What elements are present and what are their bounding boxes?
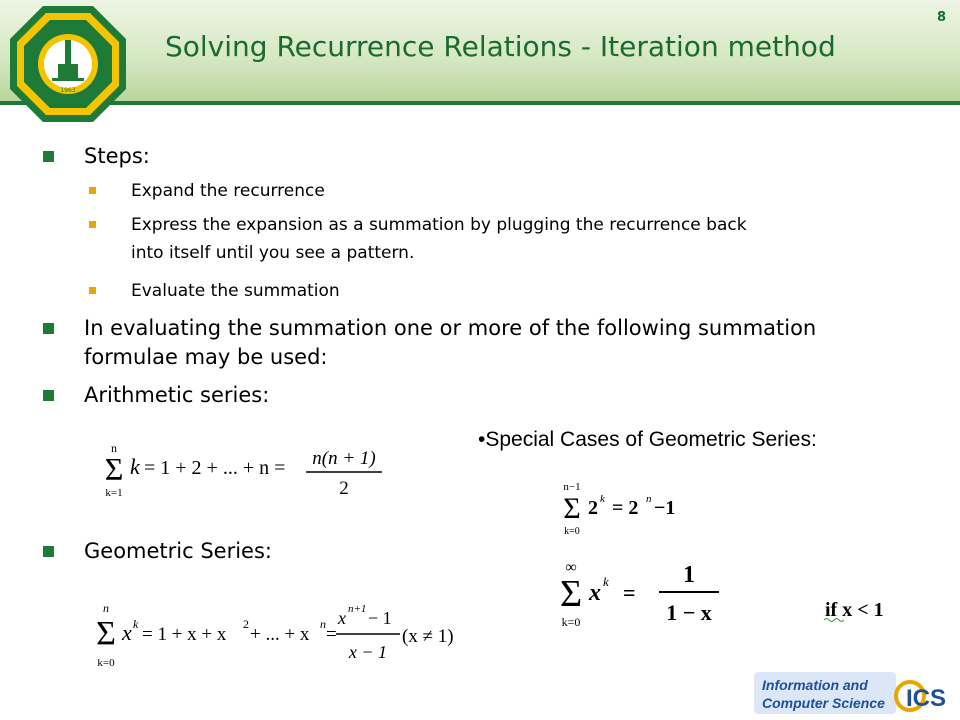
special-cases-heading: •Special Cases of Geometric Series: bbox=[478, 428, 817, 451]
sigma-symbol: Σ bbox=[96, 615, 116, 652]
geo-condition: (x ≠ 1) bbox=[402, 626, 454, 647]
logo-year: 1963 bbox=[60, 87, 76, 94]
special1-rhs-base: = 2 bbox=[612, 497, 639, 519]
geo-rhs-expn: n bbox=[320, 617, 326, 631]
sub-bullet-marker bbox=[89, 287, 96, 294]
geometric-heading: Geometric Series: bbox=[84, 539, 272, 563]
sigma-symbol: Σ bbox=[563, 492, 581, 525]
sum-term: x bbox=[122, 620, 132, 645]
sum-upper: n−1 bbox=[563, 481, 581, 493]
arithmetic-formula bbox=[98, 440, 398, 506]
special1-rhs-exp: n bbox=[646, 493, 652, 505]
sum-term: x bbox=[589, 580, 601, 606]
special-formula-1 bbox=[556, 480, 706, 540]
sum-upper: ∞ bbox=[565, 559, 577, 576]
sigma-symbol: Σ bbox=[559, 573, 583, 615]
sub-bullet-marker bbox=[89, 187, 96, 194]
sum-term: 2 bbox=[588, 497, 598, 519]
geo-rhs-exp2: 2 bbox=[243, 617, 249, 631]
geo-num-rest: − 1 bbox=[368, 608, 392, 628]
sum-upper: n bbox=[103, 601, 109, 615]
header-rule bbox=[0, 101, 960, 105]
sum-lower: k=0 bbox=[564, 526, 580, 537]
geometric-formula bbox=[88, 598, 468, 678]
arith-denominator: 2 bbox=[339, 478, 349, 499]
special-formula-2 bbox=[553, 556, 903, 636]
bullet-marker bbox=[43, 546, 54, 557]
arith-numerator: n(n + 1) bbox=[312, 448, 376, 469]
university-logo bbox=[8, 4, 128, 124]
ics-line1: Information and bbox=[762, 677, 868, 693]
special2-condition: if x < 1 bbox=[825, 599, 884, 621]
sum-term-exp: k bbox=[603, 574, 609, 589]
ics-logo bbox=[754, 668, 954, 718]
arithmetic-heading: Arithmetic series: bbox=[84, 383, 270, 407]
special2-numerator: 1 bbox=[683, 562, 695, 588]
special2-eq: = bbox=[623, 580, 636, 605]
evaluating-line2: formulae may be used: bbox=[84, 345, 328, 369]
arith-rhs: = 1 + 2 + ... + n = bbox=[144, 457, 286, 479]
geo-denominator: x − 1 bbox=[348, 642, 388, 662]
ics-mark: ICS bbox=[906, 685, 947, 712]
sum-upper: n bbox=[111, 441, 117, 455]
sum-lower: k=1 bbox=[105, 487, 123, 499]
sum-lower: k=0 bbox=[97, 657, 115, 669]
geo-num-base: x bbox=[338, 608, 346, 628]
sum-term-exp: k bbox=[600, 493, 605, 505]
sum-lower: k=0 bbox=[561, 615, 581, 629]
sum-term: k bbox=[130, 454, 140, 479]
sigma-symbol: Σ bbox=[104, 451, 124, 487]
slide-title: Solving Recurrence Relations - Iteration method bbox=[165, 30, 836, 63]
geo-rhs-2: + ... + x bbox=[250, 624, 310, 645]
special1-rhs-rest: −1 bbox=[654, 497, 676, 519]
page-number: 8 bbox=[936, 10, 946, 25]
geo-rhs-3: = bbox=[326, 624, 337, 645]
bullet-marker bbox=[43, 151, 54, 162]
sum-term-exp: k bbox=[133, 617, 139, 631]
geo-rhs-1: = 1 + x + x bbox=[142, 624, 227, 645]
evaluating-line1: In evaluating the summation one or more of the following summation bbox=[84, 316, 817, 340]
step-express-line1: Express the expansion as a summation by plugging the recurrence back bbox=[131, 215, 747, 235]
spellcheck-squiggle bbox=[824, 617, 844, 623]
step-evaluate: Evaluate the summation bbox=[131, 281, 340, 301]
steps-heading: Steps: bbox=[84, 144, 150, 168]
special2-denominator: 1 − x bbox=[666, 600, 712, 625]
geo-num-exp: n+1 bbox=[348, 603, 367, 615]
ics-line2: Computer Science bbox=[762, 695, 885, 711]
sub-bullet-marker bbox=[89, 221, 96, 228]
bullet-marker bbox=[43, 323, 54, 334]
bullet-marker bbox=[43, 390, 54, 401]
step-express-line2: into itself until you see a pattern. bbox=[131, 243, 415, 263]
step-expand: Expand the recurrence bbox=[131, 181, 325, 201]
